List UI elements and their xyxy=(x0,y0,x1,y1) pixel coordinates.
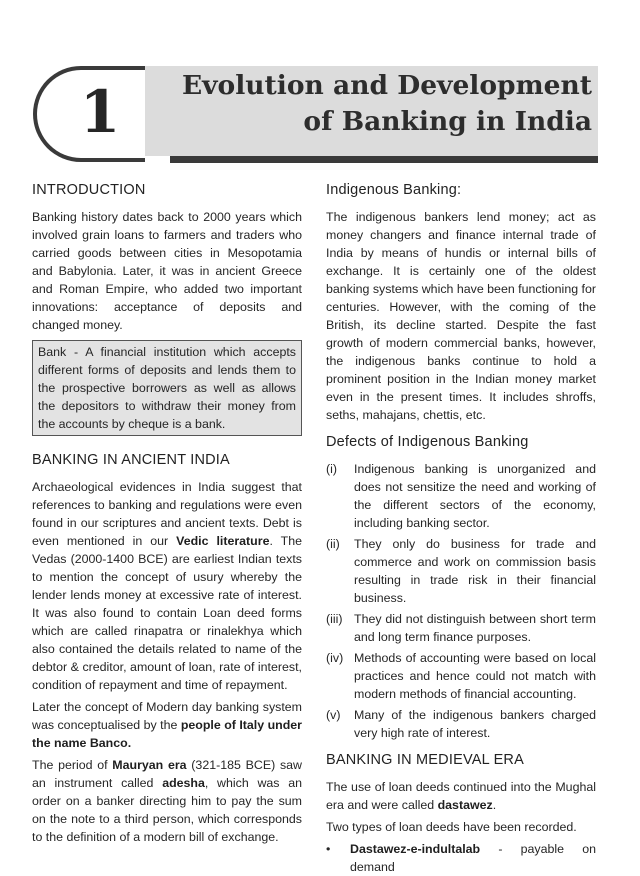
list-item-text: Indigenous banking is unorganized and does not sensitize the need and working of the different sectors of the economy, including banking sector. xyxy=(354,462,596,530)
dastawez-term: dastawez xyxy=(437,798,493,812)
chapter-number: 1 xyxy=(79,78,121,146)
medieval-era-heading: BANKING IN MEDIEVAL ERA xyxy=(326,752,524,768)
medieval-p1-text-a: The use of loan deeds continued into the Mughal era and were called xyxy=(326,780,596,812)
loan-deed-list xyxy=(326,840,596,876)
list-item-number: (v) xyxy=(326,708,341,722)
loan-deed-description: - payable on demand xyxy=(350,842,596,874)
bank-definition-box xyxy=(32,340,302,436)
chapter-title-line1: Evolution and Development xyxy=(181,70,592,101)
list-item xyxy=(326,706,596,742)
definition-term: Bank xyxy=(38,345,67,359)
list-item-text: Methods of accounting were based on local practices and hence could not match with modern methods of financial accounting. xyxy=(354,651,596,701)
indigenous-banking-heading: Indigenous Banking: xyxy=(326,182,462,198)
list-item-text xyxy=(350,840,596,876)
adesha-term: adesha xyxy=(162,776,205,790)
medieval-paragraph-1 xyxy=(326,778,596,814)
ancient-paragraph-2 xyxy=(32,698,302,752)
list-item xyxy=(326,535,596,607)
chapter-header xyxy=(0,0,640,175)
indigenous-banking-paragraph: The indigenous bankers lend money; act as money changers and finance internal trade of India by means of hundis or internal bills of exchange. It is certainly one of the oldest banking systems which have been functioning for centuries. However, with the coming of the British, its decline started. Despite the fast growth of modern commercial banks, however, the indigenous banks continue to hold a prominent position in the Indian money market even in the present times. It includes shroffs, seths, mahajans, chettis, etc. xyxy=(326,210,596,422)
list-item-text: They did not distinguish between short term and long term finance purposes. xyxy=(354,612,596,644)
list-item-number: (ii) xyxy=(326,537,340,551)
list-item-text: They only do business for trade and commerce and work on commission basis resulting in trade risk in their financial business. xyxy=(354,537,596,605)
defects-list xyxy=(326,460,596,742)
ancient-paragraph-3 xyxy=(32,756,302,846)
ancient-paragraph-1 xyxy=(32,478,302,694)
introduction-heading: INTRODUCTION xyxy=(32,182,146,198)
left-column xyxy=(32,180,302,846)
chapter-title-line2: of Banking in India xyxy=(303,106,592,137)
list-item-number: (iv) xyxy=(326,651,344,665)
chapter-title xyxy=(172,68,592,140)
list-item-number: (i) xyxy=(326,462,338,476)
definition-text: - A financial institution which accepts different forms of deposits and lends them to the prospective borrowers as well as allows the depositors to withdraw their money from the accounts by cheque is a bank. xyxy=(38,345,296,431)
list-item xyxy=(326,840,596,876)
banco-term: people of Italy under the name Banco. xyxy=(32,718,302,750)
title-underline xyxy=(170,156,598,163)
vedic-literature-term: Vedic literature xyxy=(176,534,270,548)
ancient-india-heading: BANKING IN ANCIENT INDIA xyxy=(32,452,230,468)
ancient-p2-text: Later the concept of Modern day banking system was conceptualised by the xyxy=(32,700,302,732)
mauryan-era-term: Mauryan era xyxy=(112,758,187,772)
list-item-text: Many of the indigenous bankers charged very high rate of interest. xyxy=(354,708,596,740)
bullet-icon: • xyxy=(326,842,331,856)
ancient-p1-text-b: . The Vedas (2000-1400 BCE) are earliest Indian texts to mention the concept of usury whereby the lender lends money at excessive rate of interest. It was also found to contain Loan deed forms which are called rinapatra or rinalekhya which also contained the details related to name of the debtor & creditor, amount of loan, rate of interest, condition of repayment and time of repayment. xyxy=(32,534,302,692)
introduction-paragraph: Banking history dates back to 2000 years which involved grain loans to farmers and traders who carried goods between cities in Mesopotamia and Babylonia. Later, it was in ancient Greece and Roman Empire, who added two important innovations: acceptance of deposits and changed money. xyxy=(32,210,302,332)
list-item-number: (iii) xyxy=(326,612,343,626)
medieval-paragraph-2: Two types of loan deeds have been recorded. xyxy=(326,820,577,834)
ancient-p3-text-b: (321-185 BCE) saw an instrument called xyxy=(32,758,302,790)
list-item xyxy=(326,610,596,646)
loan-deed-term: Dastawez-e-indultalab xyxy=(350,842,481,856)
list-item xyxy=(326,460,596,532)
defects-heading: Defects of Indigenous Banking xyxy=(326,434,529,450)
ancient-p1-text-a: Archaeological evidences in India suggest that references to banking and regulations were even found in our scriptures and ancient texts. Debt is even mentioned in our xyxy=(32,480,302,548)
right-column xyxy=(326,180,596,876)
medieval-p1-text-b: . xyxy=(492,798,497,812)
ancient-p3-text-a: The period of xyxy=(32,758,113,772)
list-item xyxy=(326,649,596,703)
ancient-p3-text-c: , which was an order on a banker directing him to pay the sum on the note to a third person, which corresponds to the definition of a modern bill of exchange. xyxy=(32,776,302,844)
